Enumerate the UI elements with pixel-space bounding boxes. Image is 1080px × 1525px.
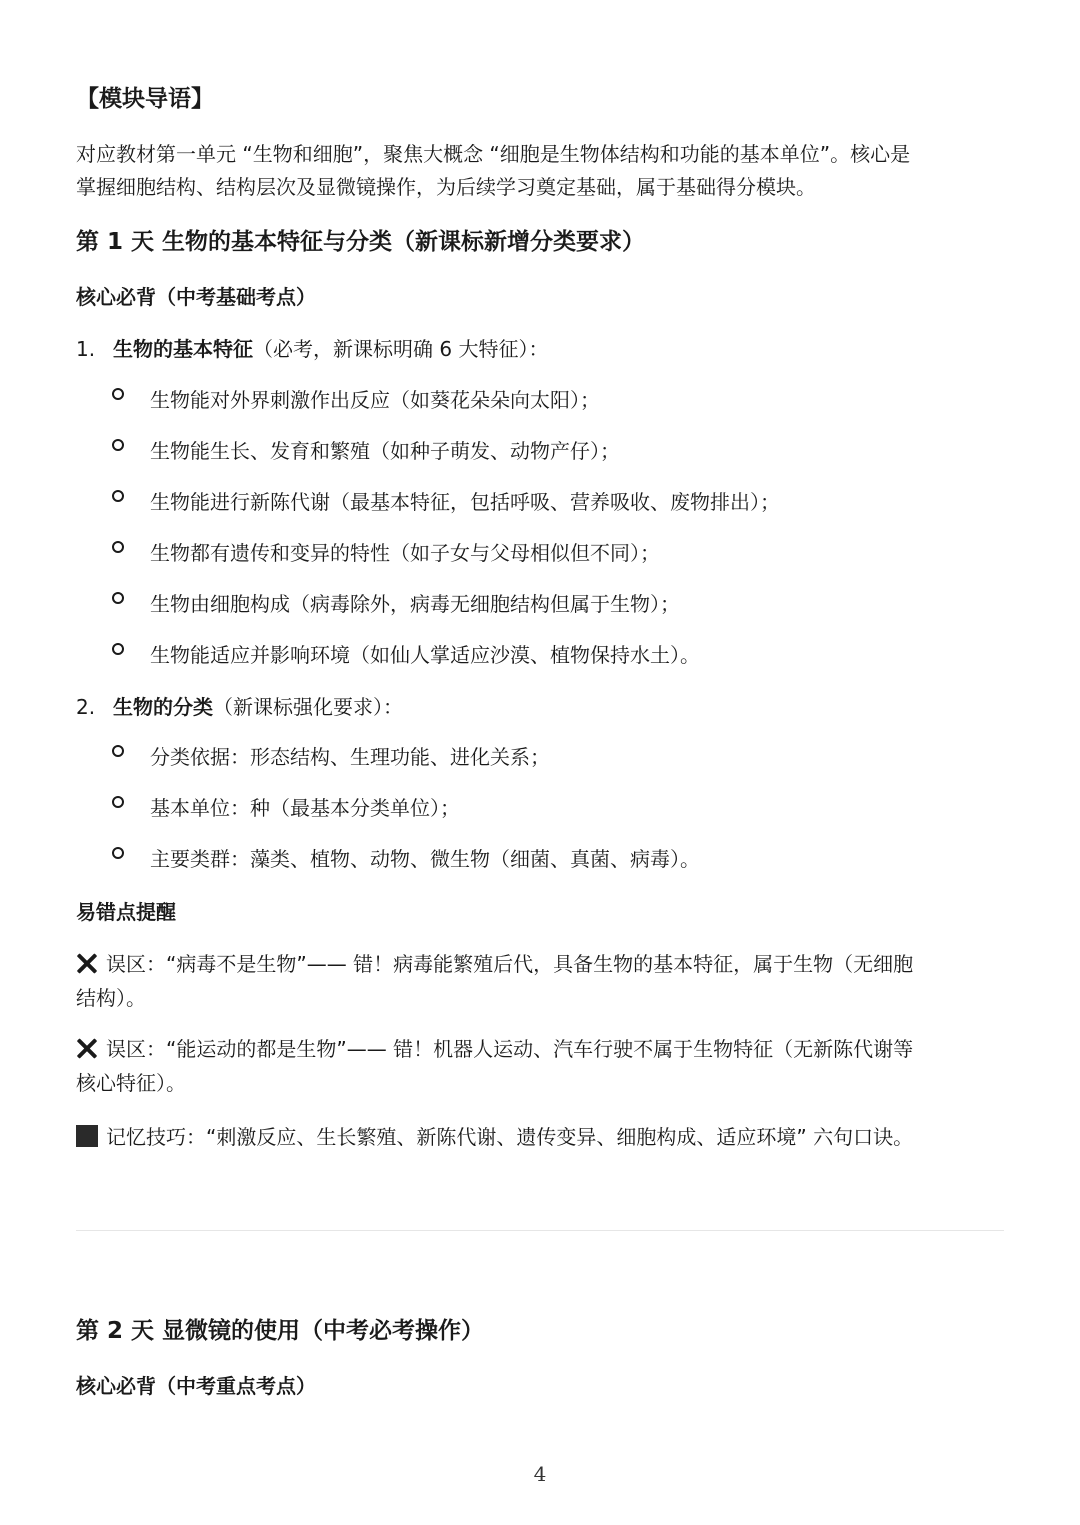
item-description: （必考，新课标明确 6 大特征）： [253,337,549,361]
mistake-2-line-1: 误区：“能运动的都是生物”—— 错！机器人运动、汽车行驶不属于生物特征（无新陈代谢等 [76,1032,913,1066]
cross-icon [76,1037,98,1059]
item-description: （新课标强化要求）： [213,695,403,719]
day1-item-2 [76,690,403,724]
list-item: 生物能对外界刺激作出反应（如葵花朵朵向太阳）； [110,383,600,417]
day2-title: 第 2 天 显微镜的使用（中考必考操作） [76,1318,485,1344]
section-divider [76,1230,1004,1231]
cross-icon [76,952,98,974]
module-intro-line-1: 对应教材第一单元 “生物和细胞”，聚焦大概念 “细胞是生物体结构和功能的基本单位”。核心是 [76,142,911,166]
mistakes-heading: 易错点提醒 [76,900,176,924]
mistake-1-line-1: 误区：“病毒不是生物”—— 错！病毒能繁殖后代，具备生物的基本特征，属于生物（无细胞 [76,947,913,981]
mistake-1-line-2: 结构）。 [76,986,146,1010]
bullet-icon [112,541,124,553]
page-number: 4 [533,1462,547,1486]
bullet-icon [112,490,124,502]
list-item: 生物能进行新陈代谢（最基本特征，包括呼吸、营养吸收、废物排出）； [110,485,780,519]
list-item: 主要类群：藻类、植物、动物、微生物（细菌、真菌、病毒）。 [110,842,700,876]
day1-title: 第 1 天 生物的基本特征与分类（新课标新增分类要求） [76,229,646,255]
bullet-icon [112,388,124,400]
mistake-2-line-2: 核心特征）。 [76,1071,186,1095]
list-item: 生物由细胞构成（病毒除外，病毒无细胞结构但属于生物）； [110,587,680,621]
bullet-icon [112,745,124,757]
item-bold-label: 生物的分类 [113,695,213,719]
module-intro-line-2: 掌握细胞结构、结构层次及显微镜操作，为后续学习奠定基础，属于基础得分模块。 [76,175,816,199]
item-number: 1. [76,337,96,361]
square-icon [76,1125,98,1147]
list-item: 生物能生长、发育和繁殖（如种子萌发、动物产仔）； [110,434,620,468]
item-number: 2. [76,695,96,719]
memory-tip: 记忆技巧：“刺激反应、生长繁殖、新陈代谢、遗传变异、细胞构成、适应环境” 六句口诀。 [76,1120,913,1154]
bullet-icon [112,592,124,604]
bullet-icon [112,643,124,655]
day2-core-heading: 核心必背（中考重点考点） [76,1374,316,1398]
list-item: 生物都有遗传和变异的特性（如子女与父母相似但不同）； [110,536,660,570]
list-item: 生物能适应并影响环境（如仙人掌适应沙漠、植物保持水土）。 [110,638,700,672]
list-item: 分类依据：形态结构、生理功能、进化关系； [110,740,550,774]
bullet-icon [112,847,124,859]
bullet-icon [112,439,124,451]
item-bold-label: 生物的基本特征 [113,337,253,361]
day1-core-heading: 核心必背（中考基础考点） [76,285,316,309]
list-item: 基本单位：种（最基本分类单位）； [110,791,460,825]
bullet-icon [112,796,124,808]
day1-item-1 [76,332,548,366]
module-heading: 【模块导语】 [76,86,214,112]
